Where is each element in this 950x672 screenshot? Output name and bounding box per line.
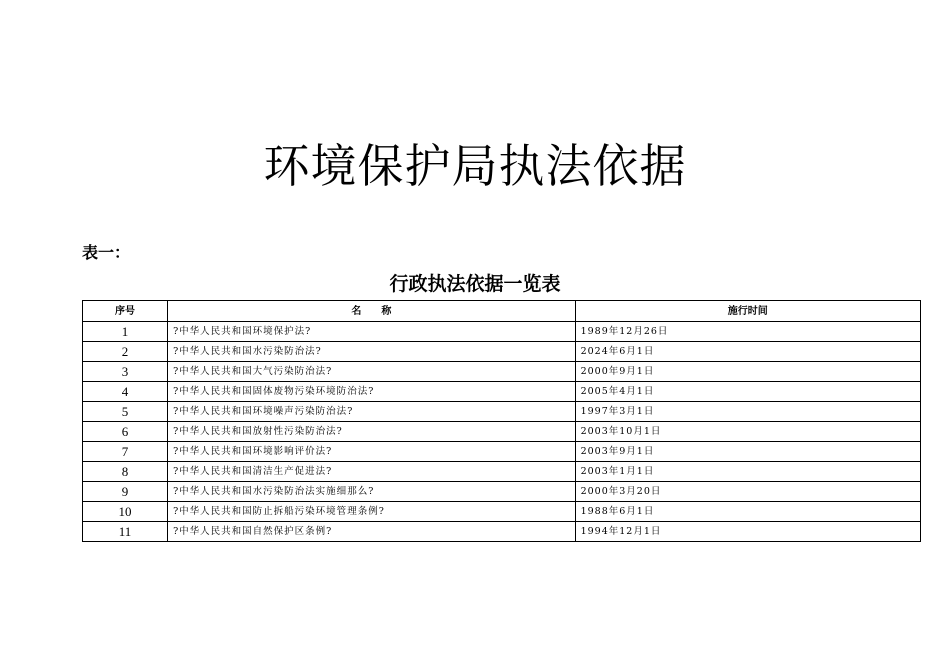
law-name: ?中华人民共和国水污染防治法实施细那么? [168, 482, 575, 502]
law-name: ?中华人民共和国放射性污染防治法? [168, 422, 575, 442]
table-row [83, 342, 921, 362]
row-number: 3 [83, 362, 168, 382]
law-name: ?中华人民共和国水污染防治法? [168, 342, 575, 362]
table-row [83, 362, 921, 382]
effective-date: 1988年6月1日 [575, 502, 920, 522]
law-name: ?中华人民共和国环境保护法? [168, 322, 575, 342]
row-number: 8 [83, 462, 168, 482]
row-number: 2 [83, 342, 168, 362]
law-basis-table [82, 300, 921, 542]
table-header-row [83, 301, 921, 322]
law-name: ?中华人民共和国大气污染防治法? [168, 362, 575, 382]
row-number: 4 [83, 382, 168, 402]
law-name: ?中华人民共和国环境噪声污染防治法? [168, 402, 575, 422]
row-number: 10 [83, 502, 168, 522]
effective-date: 2000年3月20日 [575, 482, 920, 502]
table-row [83, 462, 921, 482]
table-row [83, 402, 921, 422]
effective-date: 2003年10月1日 [575, 422, 920, 442]
effective-date: 2003年1月1日 [575, 462, 920, 482]
table-row [83, 422, 921, 442]
effective-date: 1994年12月1日 [575, 522, 920, 542]
row-number: 7 [83, 442, 168, 462]
header-serial-number: 序号 [83, 301, 168, 322]
page-title: 环境保护局执法依据 [263, 139, 687, 193]
law-name: ?中华人民共和国自然保护区条例? [168, 522, 575, 542]
table-row [83, 482, 921, 502]
effective-date: 2024年6月1日 [575, 342, 920, 362]
effective-date: 1997年3月1日 [575, 402, 920, 422]
effective-date: 2005年4月1日 [575, 382, 920, 402]
law-name: ?中华人民共和国清洁生产促进法? [168, 462, 575, 482]
law-name: ?中华人民共和国环境影响评价法? [168, 442, 575, 462]
row-number: 6 [83, 422, 168, 442]
table-title: 行政执法依据一览表 [389, 273, 561, 295]
table-row [83, 382, 921, 402]
row-number: 11 [83, 522, 168, 542]
table-label: 表一： [82, 243, 131, 262]
row-number: 1 [83, 322, 168, 342]
row-number: 5 [83, 402, 168, 422]
row-number: 9 [83, 482, 168, 502]
law-name: ?中华人民共和国防止拆船污染环境管理条例? [168, 502, 575, 522]
effective-date: 2003年9月1日 [575, 442, 920, 462]
table-row [83, 502, 921, 522]
law-name: ?中华人民共和国固体废物污染环境防治法? [168, 382, 575, 402]
effective-date: 1989年12月26日 [575, 322, 920, 342]
header-effective-date: 施行时间 [575, 301, 920, 322]
effective-date: 2000年9月1日 [575, 362, 920, 382]
table-row [83, 322, 921, 342]
table-row [83, 522, 921, 542]
table-row [83, 442, 921, 462]
header-name: 名 称 [168, 301, 575, 322]
